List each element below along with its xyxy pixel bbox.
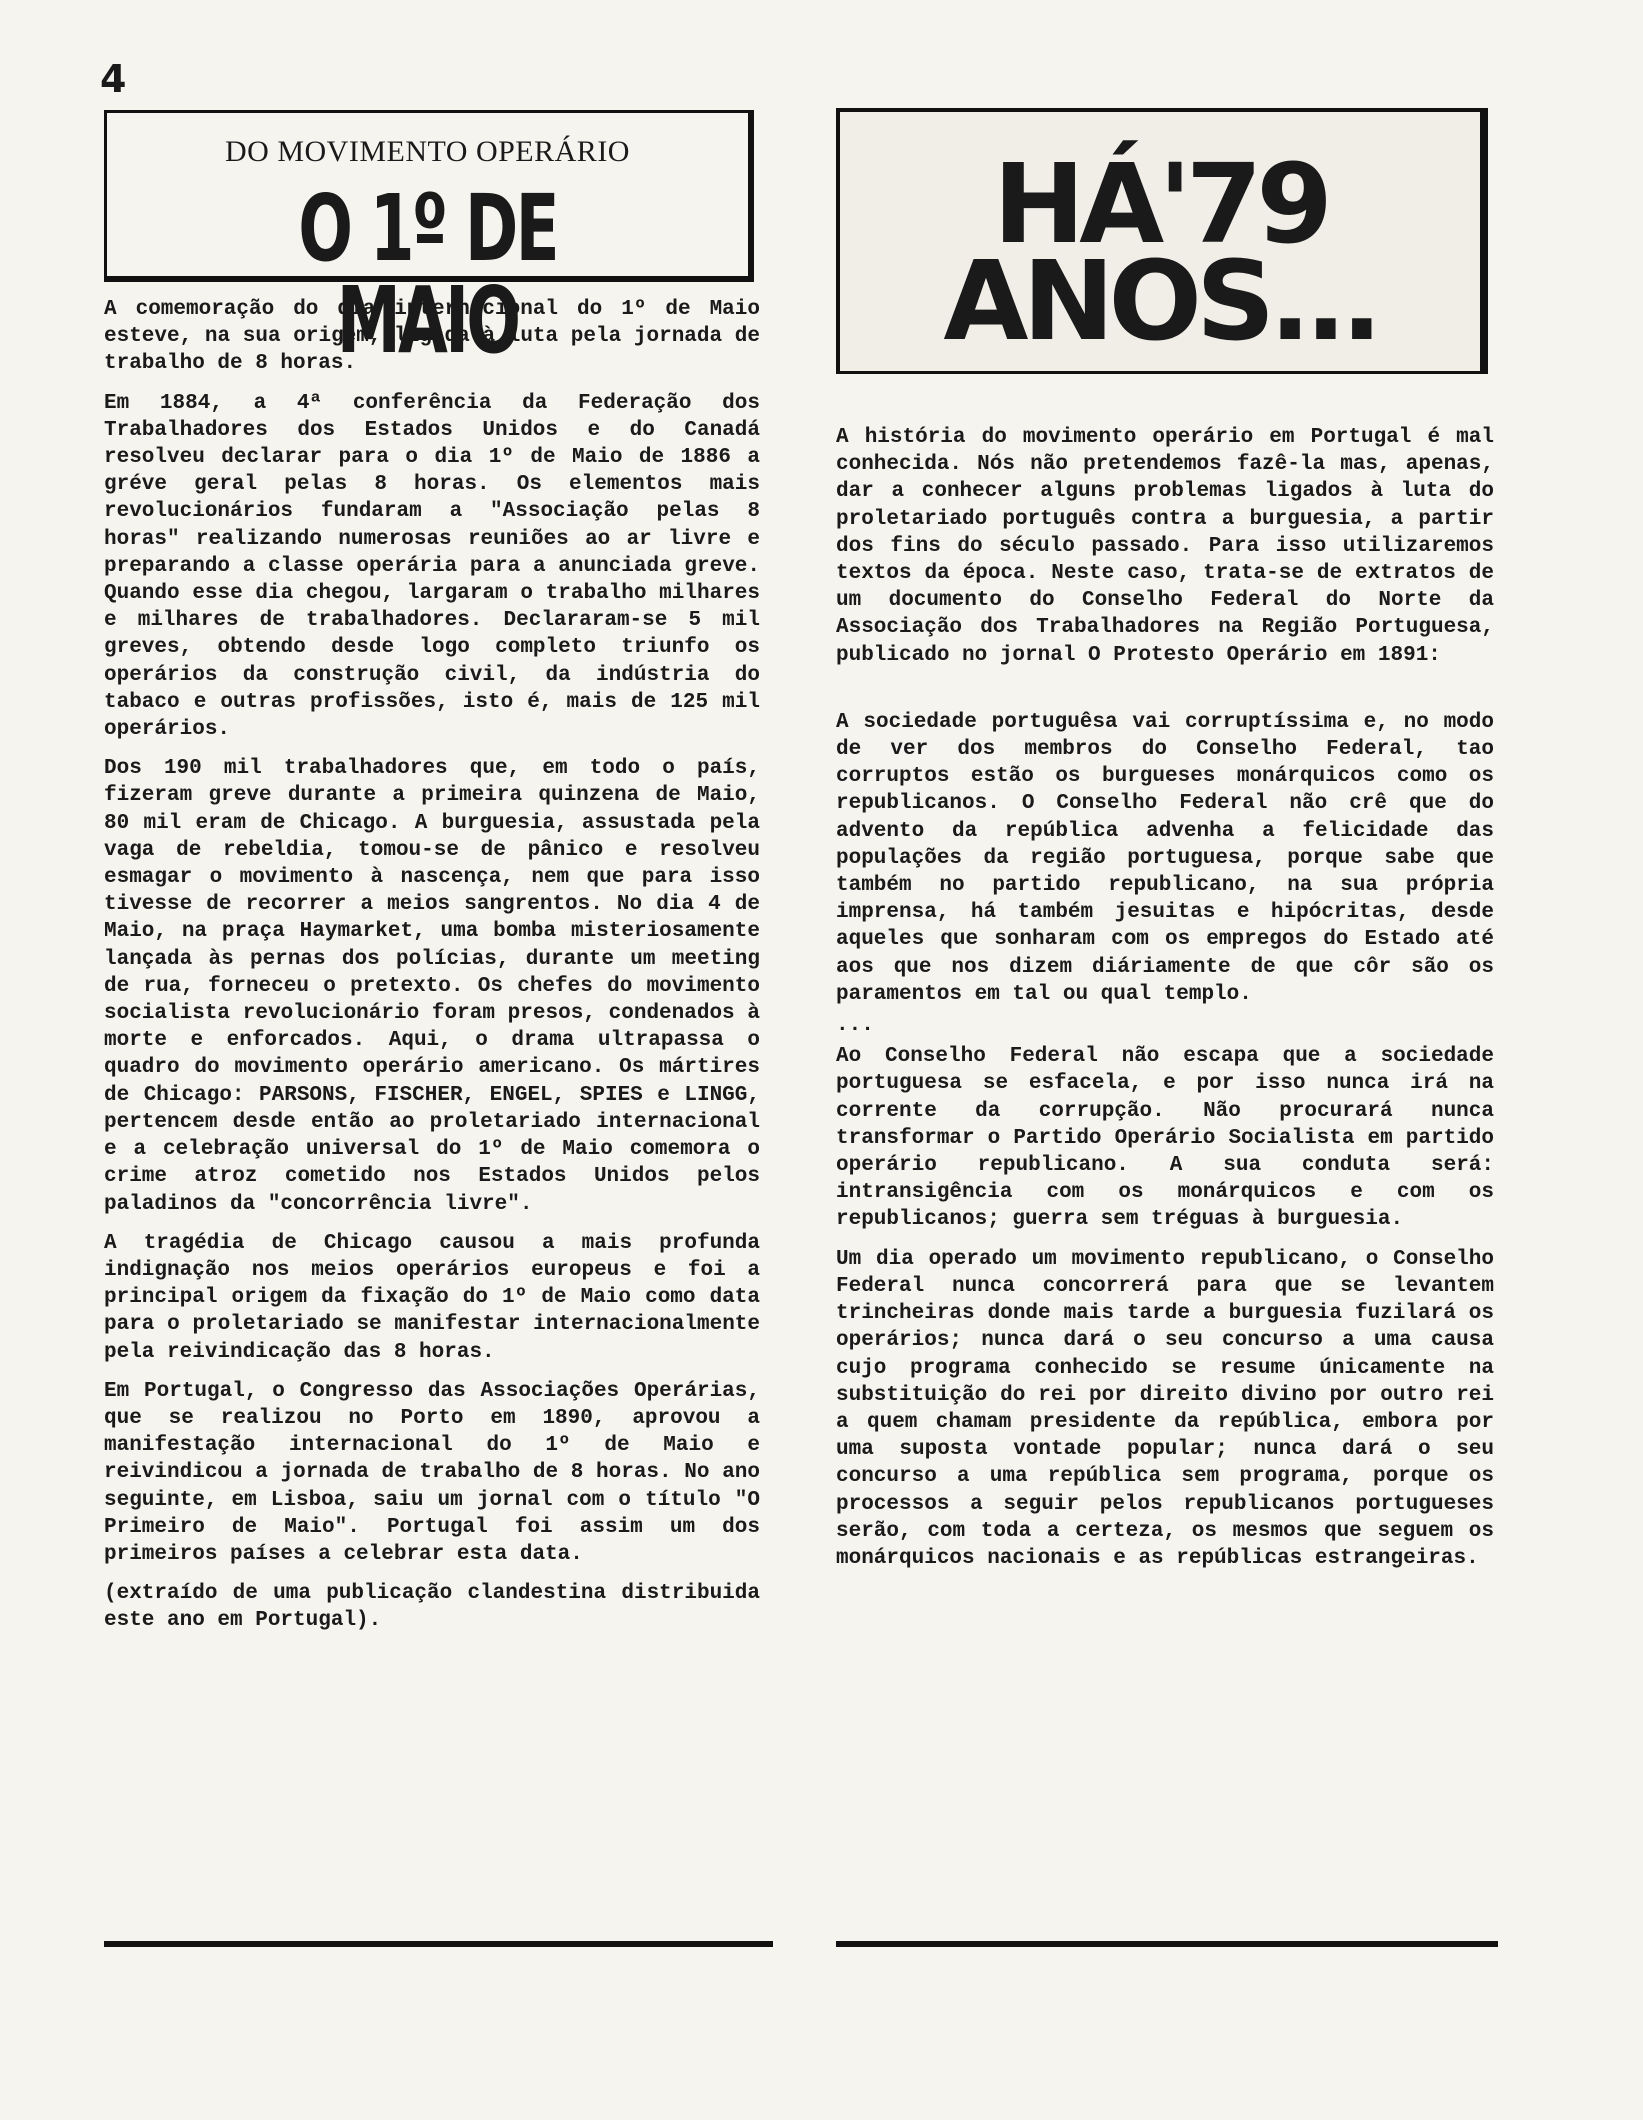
source-note: (extraído de uma publicação clandestina distribuida este ano em Portugal). <box>104 1582 760 1633</box>
left-headline: O 1º DE MAIO <box>298 175 557 374</box>
paragraph: A tragédia de Chicago causou a mais profunda indignação nos meios operários europeus e foi a principal origem da fixação do 1º de Maio como data para o proletariado se manifestar internacionalmente pela reivindicação das 8 horas. <box>104 1231 760 1364</box>
right-headline: HÁ'79 ANOS... <box>943 140 1377 365</box>
paragraph: A história do movimento operário em Portugal é mal conhecida. Nós não pretendemos fazê-la mas, apenas, dar a conhecer alguns problemas ligados à luta do proletariado português contra a burguesia, a partir dos fins do século passado. Para isso utilizaremos textos da época. Neste caso, trata-se de extratos de um documento do Conselho Federal do Norte da Associação dos Trabalhadores na Região Portuguesa, publicado no jornal O Protesto Operário em 1891: <box>836 426 1494 667</box>
right-article-body <box>836 424 1494 1584</box>
page-number: 4 <box>100 57 127 101</box>
paragraph: Um dia operado um movimento republicano, o Conselho Federal nunca concorrerá para que se levantem trincheiras donde mais tarde a burguesia fuzilará os operários; nunca dará o seu concurso a uma causa cujo programa conhecido se resume únicamente na substituição do rei por direito divino por outro rei a quem chamam presidente da república, embora por uma suposta vontade popular; nunca dará o seu concurso a uma república sem programa, porque os processos a seguir pelos republicanos portugueses serão, com toda a certeza, os mesmos que seguem os monárquicos nacionais e as repúblicas estrangeiras. <box>836 1247 1494 1570</box>
paragraph: Em 1884, a 4ª conferência da Federação dos Trabalhadores dos Estados Unidos e do Canadá resolveu declarar para o dia 1º de Maio de 1886 a gréve geral pelas 8 horas. Os elementos mais revolucionários fundaram a "Associação pelas 8 horas" realizando numerosas reuniões ao ar livre e preparando a classe operária para a anunciada greve. Quando esse dia chegou, largaram o trabalho milhares e milhares de trabalhadores. Declararam-se 5 mil greves, obtendo desde logo completo triunfo os operários da construção civil, da indústria do tabaco e outras profissões, isto é, mais de 125 mil operários. <box>104 391 760 742</box>
right-article-header <box>836 108 1488 374</box>
paragraph: Dos 190 mil trabalhadores que, em todo o país, fizeram greve durante a primeira quinzena de Maio, 80 mil eram de Chicago. A burguesia, assustada pela vaga de rebeldia, tomou-se de pânico e resolveu esmagar o movimento à nascença, nem que para isso tivesse de recorrer a meios sangrentos. No dia 4 de Maio, na praça Haymarket, uma bomba misteriosamente lançada às pernas dos polícias, durante um meeting de rua, forneceu o pretexto. Os chefes do movimento socialista revolucionário foram presos, condenados à morte e enforcados. Aqui, o drama ultrapassa o quadro do movimento operário americano. Os mártires de Chicago: PARSONS, FISCHER, ENGEL, SPIES e LINGG, pertencem desde então ao proletariado internacional e a celebração universal do 1º de Maio comemora o crime atroz cometido nos Estados Unidos pelos paladinos da "concorrência livre". <box>104 757 760 1216</box>
left-article-body <box>104 296 760 1647</box>
paragraph: Ao Conselho Federal não escapa que a sociedade portuguesa se esfacela, e por isso nunca irá na corrente da corrupção. Não procurará nunca transformar o Partido Operário Socialista em partido operário republicano. A sua conduta será: intransigência com os monárquicos e com os republicanos; guerra sem tréguas à burguesia. <box>836 1045 1494 1232</box>
paragraph: Em Portugal, o Congresso das Associações Operárias, que se realizou no Porto em 1890, aprovou a manifestação internacional do 1º de Maio e reivindicou a jornada de trabalho de 8 horas. No ano seguinte, em Lisboa, saiu um jornal com o título "O Primeiro de Maio". Portugal foi assim um dos primeiros países a celebrar esta data. <box>104 1379 760 1566</box>
ellipsis-separator: ... <box>836 1014 874 1038</box>
paragraph: A sociedade portuguêsa vai corruptíssima e, no modo de ver dos membros do Conselho Federal, tao corruptos estão os burgueses monárquicos como os republicanos. O Conselho Federal não crê que do advento da república advenha a felicidade das populações da região portuguesa, porque sabe que também no partido republicano, na sua própria imprensa, há também jesuitas e hipócritas, desde aqueles que sonharam com os empregos do Estado até aos que nos dizem diáriamente de que côr são os paramentos em tal ou qual templo. <box>836 710 1494 1006</box>
section-kicker: DO MOVIMENTO OPERÁRIO <box>225 135 630 168</box>
right-column-rule <box>836 1941 1498 1947</box>
paragraph: A comemoração do dia internacional do 1º de Maio esteve, na sua origem, ligada à luta pela jornada de trabalho de 8 horas. <box>104 298 760 376</box>
left-column-rule <box>104 1941 773 1947</box>
